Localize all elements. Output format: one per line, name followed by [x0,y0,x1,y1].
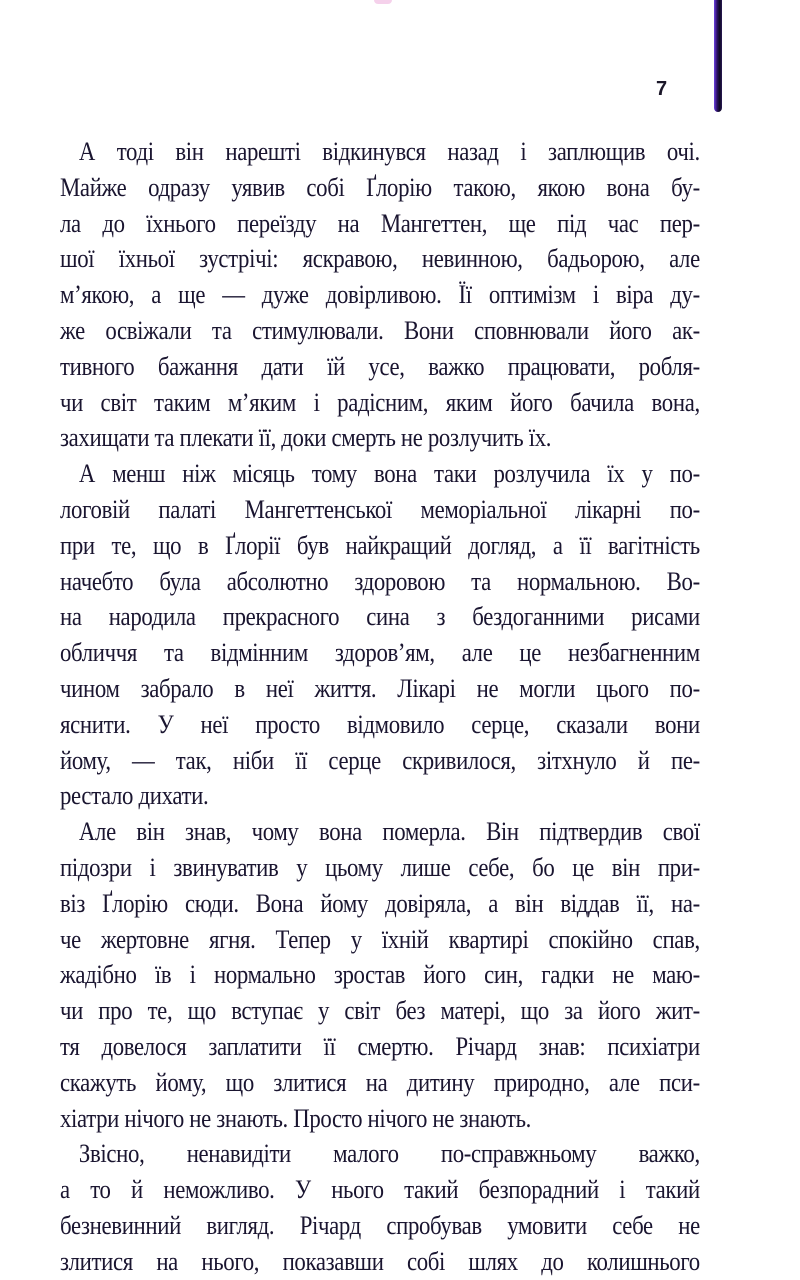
text-line: обличчя та відмінним здоров’ям, але це незбагненним [60,637,700,668]
text-line: підозри і звинуватив у цьому лише себе, бо це він при- [60,851,700,882]
text-line: чи світ таким м’яким і радісним, яким його бачила вона, [60,386,700,417]
text-line: логовій палаті Мангеттенської меморіальної лікарні по- [60,493,700,524]
text-line: Але він знав, чому вона померла. Він підтвердив свої [78,816,700,847]
text-line: чи про те, що вступає у світ без матері, що за його жит- [60,995,700,1026]
paragraph [60,1136,700,1279]
text-line: а то й неможливо. У нього такий безпорадний і такий [60,1174,700,1205]
text-line: на народила прекрасного сина з бездоганними рисами [60,601,700,632]
text-line: рестало дихати. [60,780,209,811]
text-line: хіатри нічого не знають. Просто нічого не знають. [60,1102,532,1133]
scan-artifact-mark [374,0,392,4]
text-line: тивного бажання дати їй усе, важко працювати, робля- [60,350,700,381]
text-line: начебто була абсолютно здоровою та нормальною. Во- [60,565,700,596]
text-line: скажуть йому, що злитися на дитину природно, але пси- [60,1066,700,1097]
text-line: віз Ґлорію сюди. Вона йому довіряла, а він віддав її, на- [60,887,700,918]
text-line: безневинний вигляд. Річард спробував умовити себе не [60,1209,700,1240]
text-line: ла до їхнього переїзду на Мангеттен, ще під час пер- [60,207,700,238]
text-line: при те, що в Ґлорії був найкращий догляд, а її вагітність [60,529,700,560]
text-line: Звісно, ненавидіти малого по-справжньому важко, [78,1138,700,1169]
text-line: А тоді він нарешті відкинувся назад і заплющив очі. [78,136,700,166]
page-edge-bookmark-bar [714,0,722,112]
text-line: А менш ніж місяць тому вона таки розлучила їх у по- [78,458,700,489]
text-line: м’якою, а ще — дуже довірливою. Її оптимізм і віра ду- [60,279,700,310]
text-line: тя довелося заплатити її смертю. Річард знав: психіатри [60,1030,700,1061]
text-line: шої їхньої зустрічі: яскравою, невинною, бадьорою, але [60,243,700,274]
body-text [60,134,700,1280]
text-line: Майже одразу уявив собі Ґлорію такою, якою вона бу- [60,171,700,202]
paragraph [60,134,700,456]
text-line: жадібно їв і нормально зростав його син, гадки не маю- [60,959,700,990]
paragraph [60,456,700,814]
text-line: злитися на нього, показавши собі шлях до колишнього [60,1245,700,1276]
text-line: чином забрало в неї життя. Лікарі не могли цього по- [60,672,700,703]
text-line: же освіжали та стимулювали. Вони сповнювали його ак- [60,314,700,345]
text-line: захищати та плекати її, доки смерть не розлучить їх. [60,422,552,453]
page-number: 7 [656,78,668,100]
text-line: яснити. У неї просто відмовило серце, сказали вони [60,708,700,739]
text-line: че жертовне ягня. Тепер у їхній квартирі спокійно спав, [60,923,700,954]
text-line: йому, — так, ніби її серце скривилося, зітхнуло й пе- [60,744,700,775]
paragraph [60,814,700,1136]
